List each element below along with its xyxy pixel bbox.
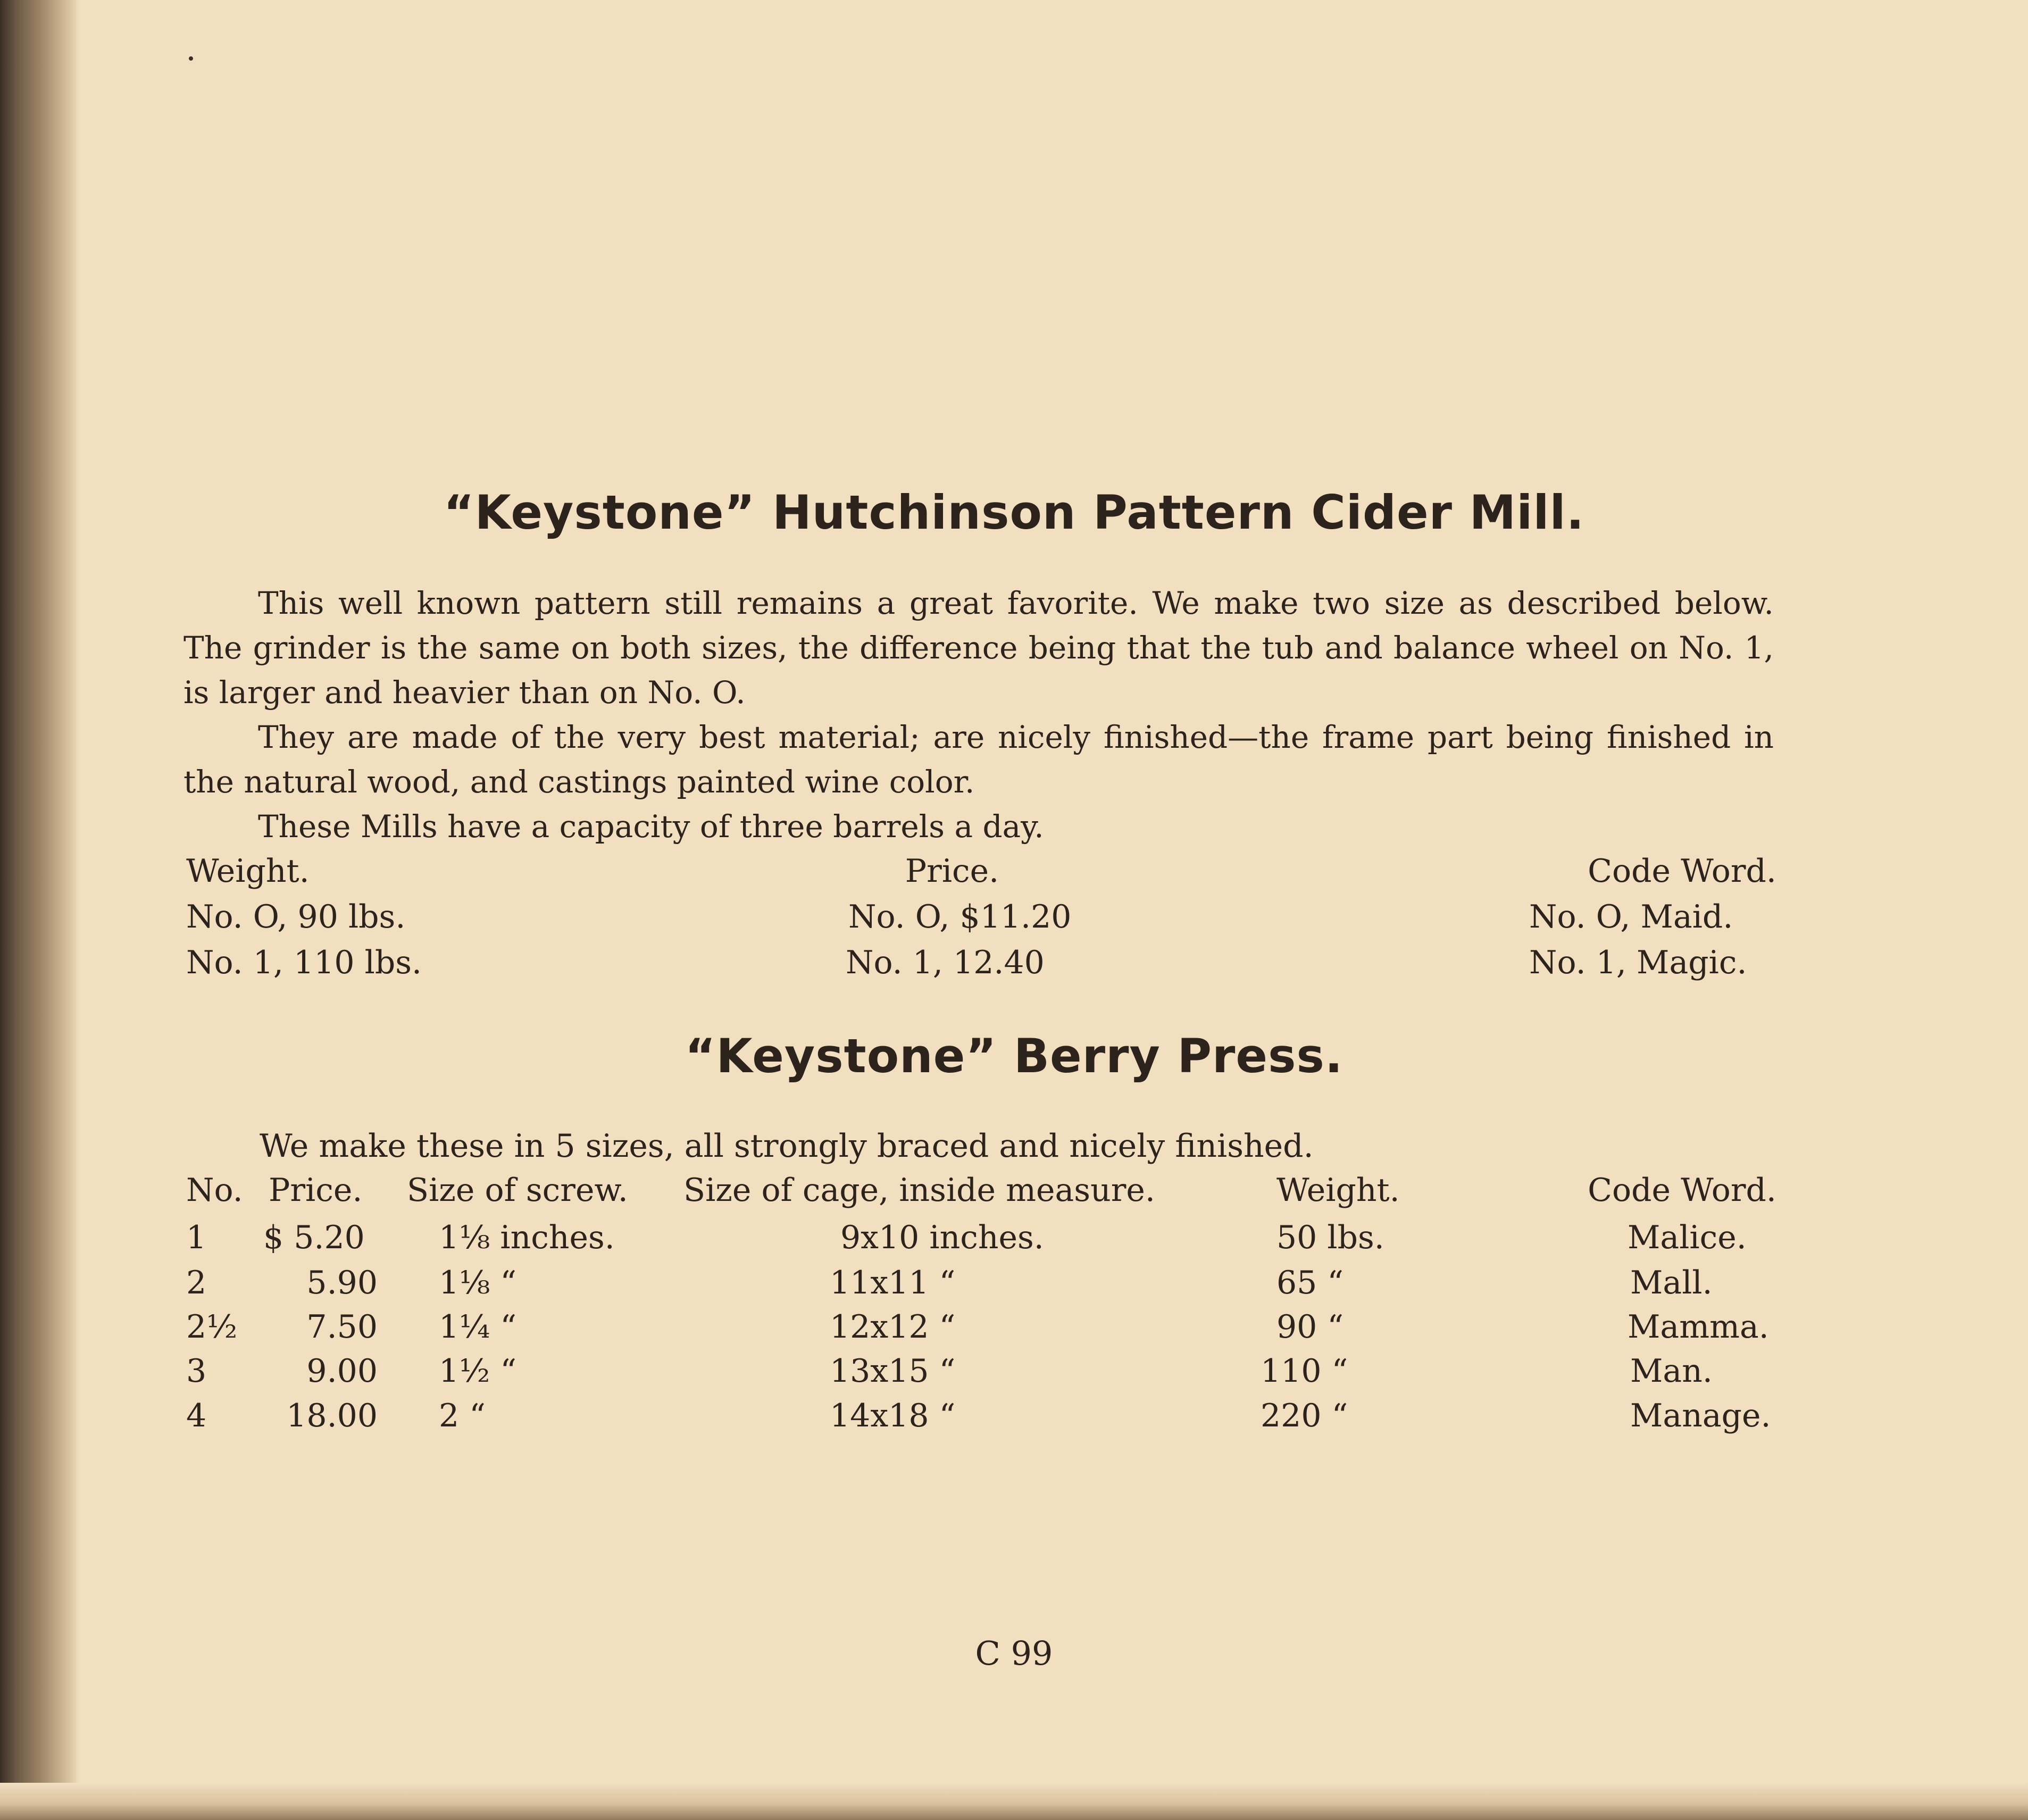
cider-row-price: No. 1, 12.40 (846, 944, 1045, 981)
berry-row-screw: 1⅛ “ (439, 1264, 517, 1301)
berry-row-code: Mall. (1630, 1264, 1713, 1301)
cider-header-price: Price. (905, 853, 999, 890)
cider-mill-paragraph: These Mills have a capacity of three barrels a day. (258, 808, 1044, 845)
cider-row-code: No. 1, Magic. (1529, 944, 1747, 981)
cider-row-weight: No. O, 90 lbs. (186, 898, 406, 936)
book-gutter-shadow (0, 0, 80, 1820)
berry-press-intro: We make these in 5 sizes, all strongly braced and nicely finished. (260, 1128, 1314, 1165)
cider-row-code: No. O, Maid. (1529, 898, 1733, 936)
berry-row-weight: 110 “ (1261, 1353, 1348, 1390)
berry-row-screw: 1⅛ inches. (439, 1219, 615, 1256)
berry-row-no: 1 (186, 1219, 207, 1256)
berry-row-code: Mamma. (1628, 1308, 1769, 1346)
berry-header-no: No. (186, 1172, 243, 1209)
berry-row-weight: 90 “ (1276, 1308, 1344, 1346)
berry-row-screw: 1¼ “ (439, 1308, 517, 1346)
page-number: C 99 (975, 1634, 1053, 1673)
berry-row-no: 3 (186, 1353, 207, 1390)
berry-row-code: Manage. (1630, 1397, 1771, 1434)
cider-header-weight: Weight. (186, 853, 310, 890)
berry-row-price: 18.00 (286, 1397, 378, 1434)
paper-speck (189, 56, 193, 61)
berry-row-price: 5.90 (306, 1264, 378, 1301)
berry-press-title: “Keystone” Berry Press. (685, 1029, 1343, 1083)
berry-row-code: Malice. (1628, 1219, 1747, 1256)
berry-row-screw: 1½ “ (439, 1353, 517, 1390)
berry-header-code: Code Word. (1588, 1172, 1776, 1209)
cider-header-code: Code Word. (1588, 853, 1776, 890)
berry-row-weight: 220 “ (1261, 1397, 1348, 1434)
berry-row-cage: 12x12 “ (830, 1308, 956, 1346)
cider-mill-paragraph: They are made of the very best material; are nicely finished—the frame part being finished in the natural wood, and castings painted wine color. (183, 719, 1774, 800)
berry-header-weight: Weight. (1276, 1172, 1400, 1209)
berry-row-price: 9.00 (306, 1353, 378, 1390)
berry-row-cage: 9x10 inches. (840, 1219, 1044, 1256)
berry-row-code: Man. (1630, 1353, 1713, 1390)
berry-row-weight: 65 “ (1276, 1264, 1344, 1301)
berry-header-screw: Size of screw. (407, 1172, 628, 1209)
berry-row-weight: 50 lbs. (1276, 1219, 1384, 1256)
berry-row-price: $ 5.20 (263, 1219, 365, 1256)
page-bottom-edge (0, 1783, 2028, 1820)
berry-row-no: 2½ (186, 1308, 238, 1346)
cider-row-price: No. O, $11.20 (848, 898, 1072, 936)
berry-row-cage: 11x11 “ (830, 1264, 956, 1301)
cider-mill-title: “Keystone” Hutchinson Pattern Cider Mill. (443, 485, 1585, 540)
berry-row-cage: 14x18 “ (830, 1397, 956, 1434)
berry-row-no: 2 (186, 1264, 207, 1301)
berry-row-cage: 13x15 “ (830, 1353, 956, 1390)
berry-header-cage: Size of cage, inside measure. (683, 1172, 1155, 1209)
berry-row-price: 7.50 (306, 1308, 378, 1346)
cider-mill-description (183, 581, 1774, 849)
berry-header-price: Price. (269, 1172, 363, 1209)
cider-row-weight: No. 1, 110 lbs. (186, 944, 422, 981)
berry-row-no: 4 (186, 1397, 207, 1434)
berry-row-screw: 2 “ (439, 1397, 486, 1434)
cider-mill-paragraph: This well known pattern still remains a great favorite. We make two size as described below. The grinder is the same on both sizes, the difference being that the tub and balance wheel on No. 1, is larger and heavier than on No. O. (183, 585, 1774, 711)
